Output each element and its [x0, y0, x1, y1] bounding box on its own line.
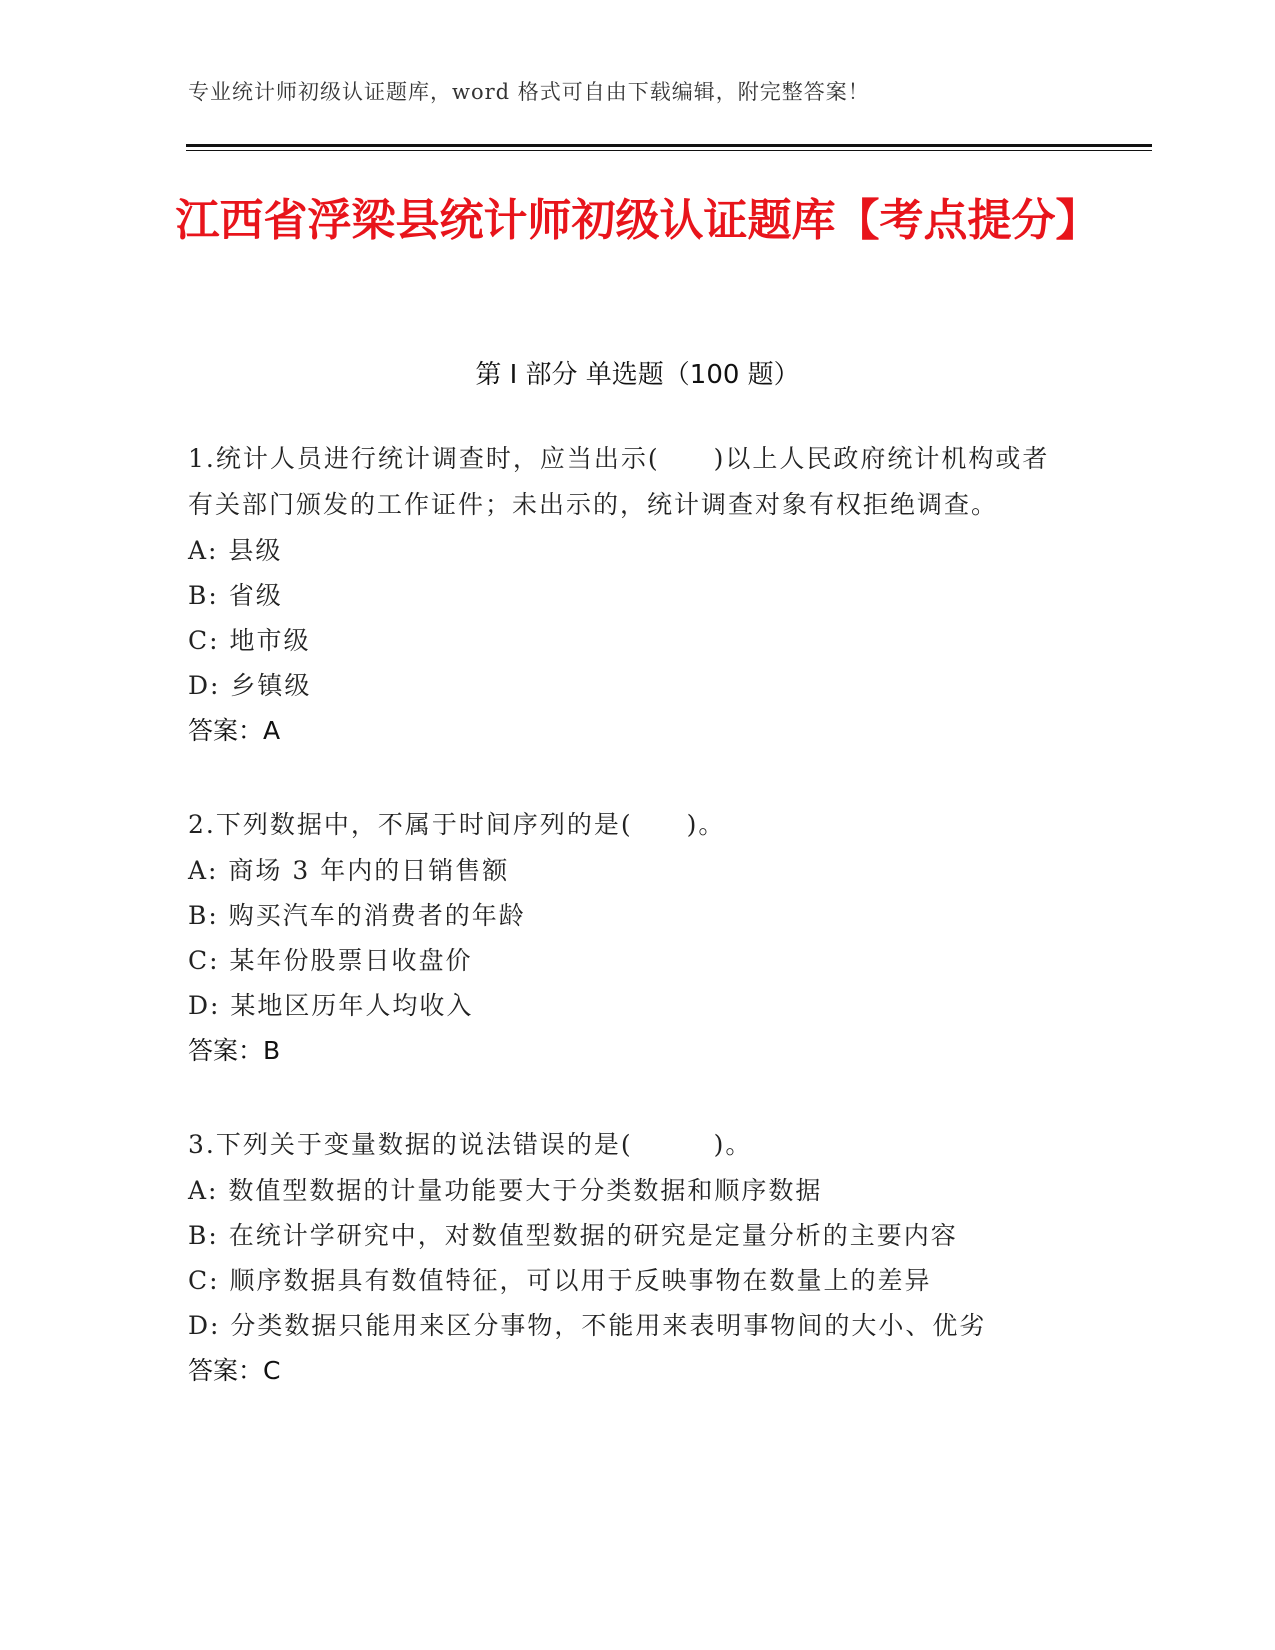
option-c: C: 顺序数据具有数值特征，可以用于反映事物在数量上的差异	[188, 1266, 932, 1295]
option-d: D: 分类数据只能用来区分事物，不能用来表明事物间的大小、优劣	[188, 1311, 987, 1340]
question-2	[188, 802, 1068, 1074]
question-list	[188, 436, 1068, 1442]
question-3	[188, 1122, 1068, 1394]
option-a: A: 数值型数据的计量功能要大于分类数据和顺序数据	[188, 1176, 823, 1205]
header-divider-thick	[186, 144, 1152, 147]
question-stem: 1.统计人员进行统计调查时，应当出示( )以上人民政府统计机构或者有关部门颁发的工作证件；未出示的，统计调查对象有权拒绝调查。	[188, 444, 1050, 519]
option-d: D: 乡镇级	[188, 671, 312, 700]
answer: 答案：C	[188, 1356, 281, 1385]
option-b: B: 在统计学研究中，对数值型数据的研究是定量分析的主要内容	[188, 1221, 958, 1250]
document-title: 江西省浮梁县统计师初级认证题库【考点提分】	[175, 195, 1100, 246]
option-c: C: 地市级	[188, 626, 311, 655]
header-divider-thin	[186, 150, 1152, 151]
answer: 答案：B	[188, 1036, 281, 1065]
header-note: 专业统计师初级认证题库，word 格式可自由下载编辑，附完整答案！	[188, 80, 870, 104]
question-stem: 3.下列关于变量数据的说法错误的是( )。	[188, 1130, 753, 1159]
section-heading: 第 I 部分 单选题（100 题）	[475, 360, 800, 390]
option-d: D: 某地区历年人均收入	[188, 991, 474, 1020]
option-c: C: 某年份股票日收盘价	[188, 946, 473, 975]
option-a: A: 县级	[188, 536, 283, 565]
option-a: A: 商场 3 年内的日销售额	[188, 856, 510, 885]
question-1	[188, 436, 1068, 754]
answer: 答案：A	[188, 716, 281, 745]
option-b: B: 购买汽车的消费者的年龄	[188, 901, 526, 930]
question-stem: 2.下列数据中，不属于时间序列的是( )。	[188, 810, 726, 839]
option-b: B: 省级	[188, 581, 283, 610]
